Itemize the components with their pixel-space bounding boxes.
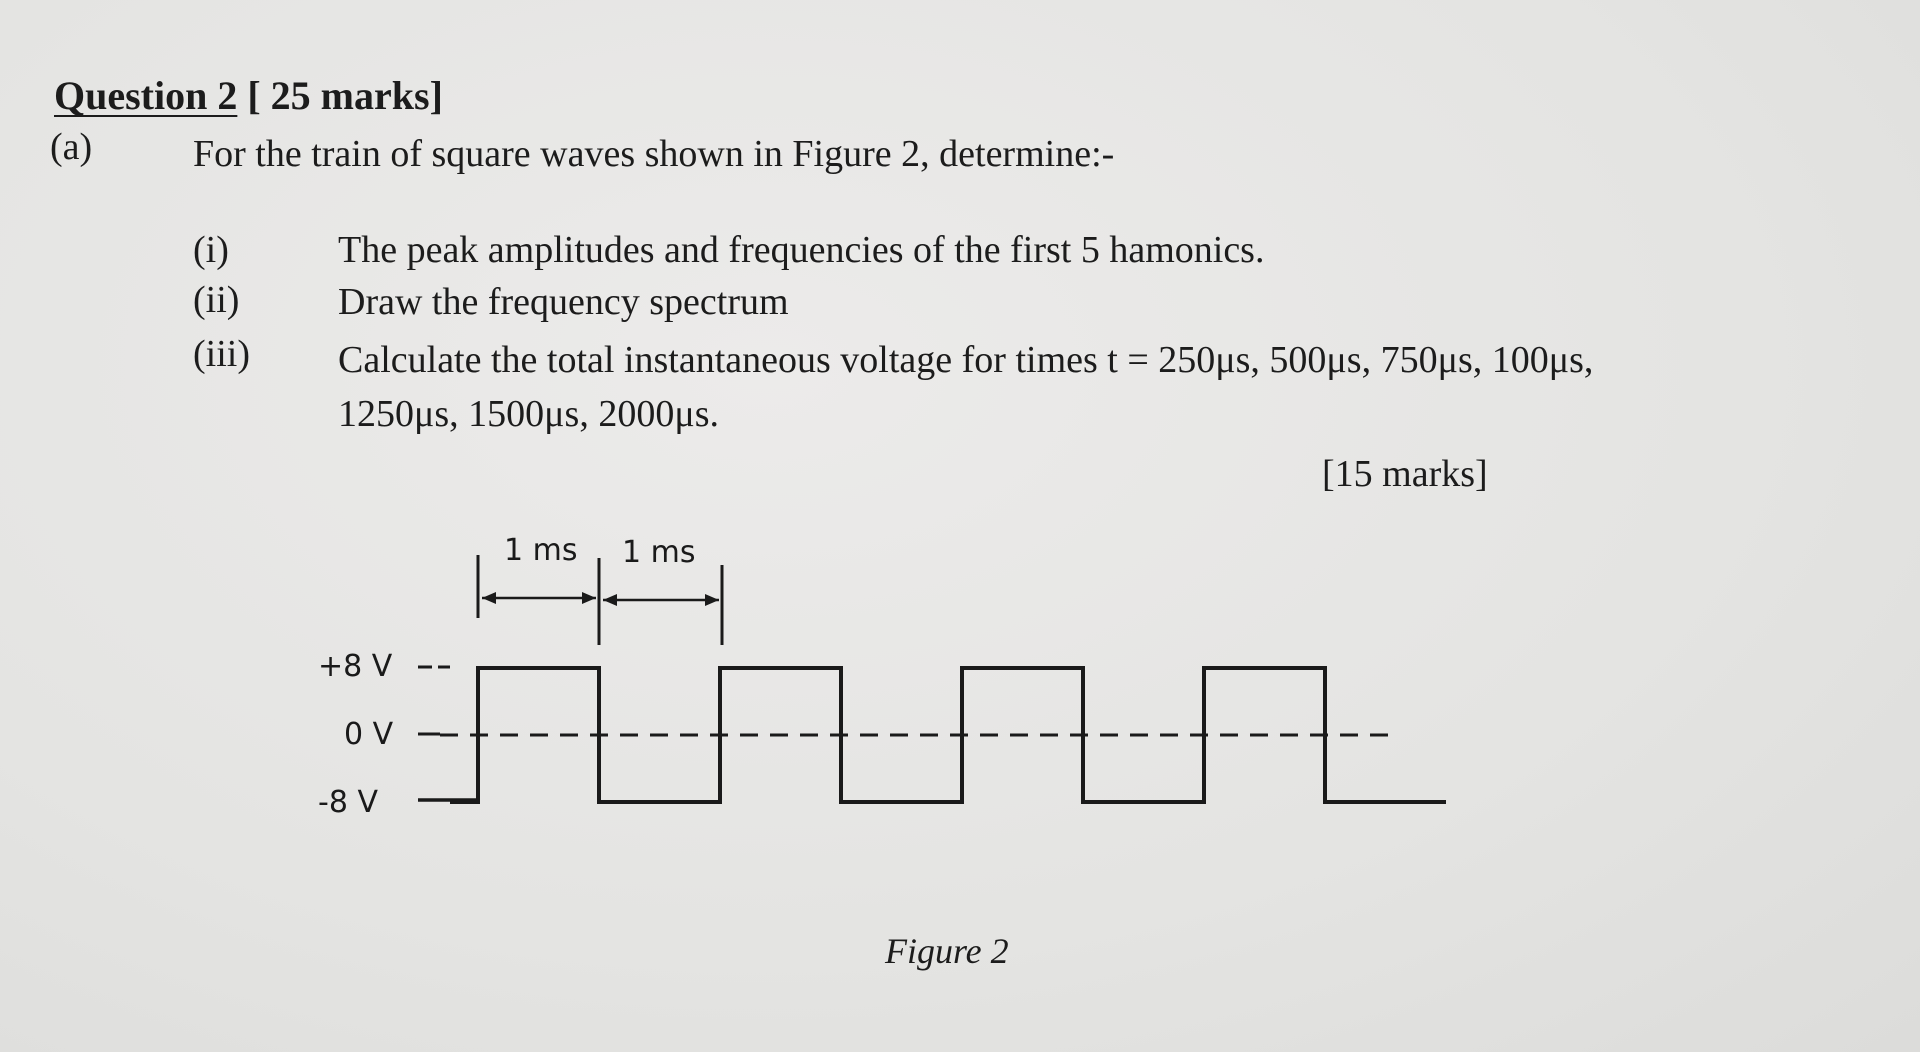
question-marks: [ 25 marks]	[247, 73, 443, 118]
question-label: Question 2	[54, 73, 238, 118]
part-a-label: (a)	[50, 126, 93, 168]
arrow-head-left-1	[482, 592, 496, 604]
arrow-head-right-1	[582, 592, 596, 604]
figure-caption: Figure 2	[885, 931, 1009, 971]
arrow-head-right-2	[705, 594, 719, 606]
part-a-marks: [15 marks]	[1322, 453, 1488, 495]
item-i-number: (i)	[193, 229, 229, 271]
item-iii-text-continued: 1250μs, 1500μs, 2000μs.	[338, 393, 719, 435]
item-iii-number: (iii)	[193, 333, 250, 375]
level-label-low: -8 V	[318, 785, 378, 820]
item-ii-text: Draw the frequency spectrum	[338, 281, 789, 323]
period-label-1: 1 ms	[504, 533, 578, 568]
period-label-2: 1 ms	[622, 535, 696, 570]
question-heading	[54, 72, 443, 119]
item-ii-number: (ii)	[193, 279, 240, 321]
part-a-text: For the train of square waves shown in Figure 2, determine:-	[193, 133, 1115, 175]
arrow-head-left-2	[603, 594, 617, 606]
square-wave-figure	[300, 530, 1420, 830]
level-label-zero: 0 V	[344, 717, 394, 752]
level-label-high: +8 V	[318, 649, 393, 684]
item-i-text: The peak amplitudes and frequencies of the first 5 hamonics.	[338, 229, 1265, 271]
item-iii-text: Calculate the total instantaneous voltage for times t = 250μs, 500μs, 750μs, 100μs,	[338, 339, 1594, 381]
